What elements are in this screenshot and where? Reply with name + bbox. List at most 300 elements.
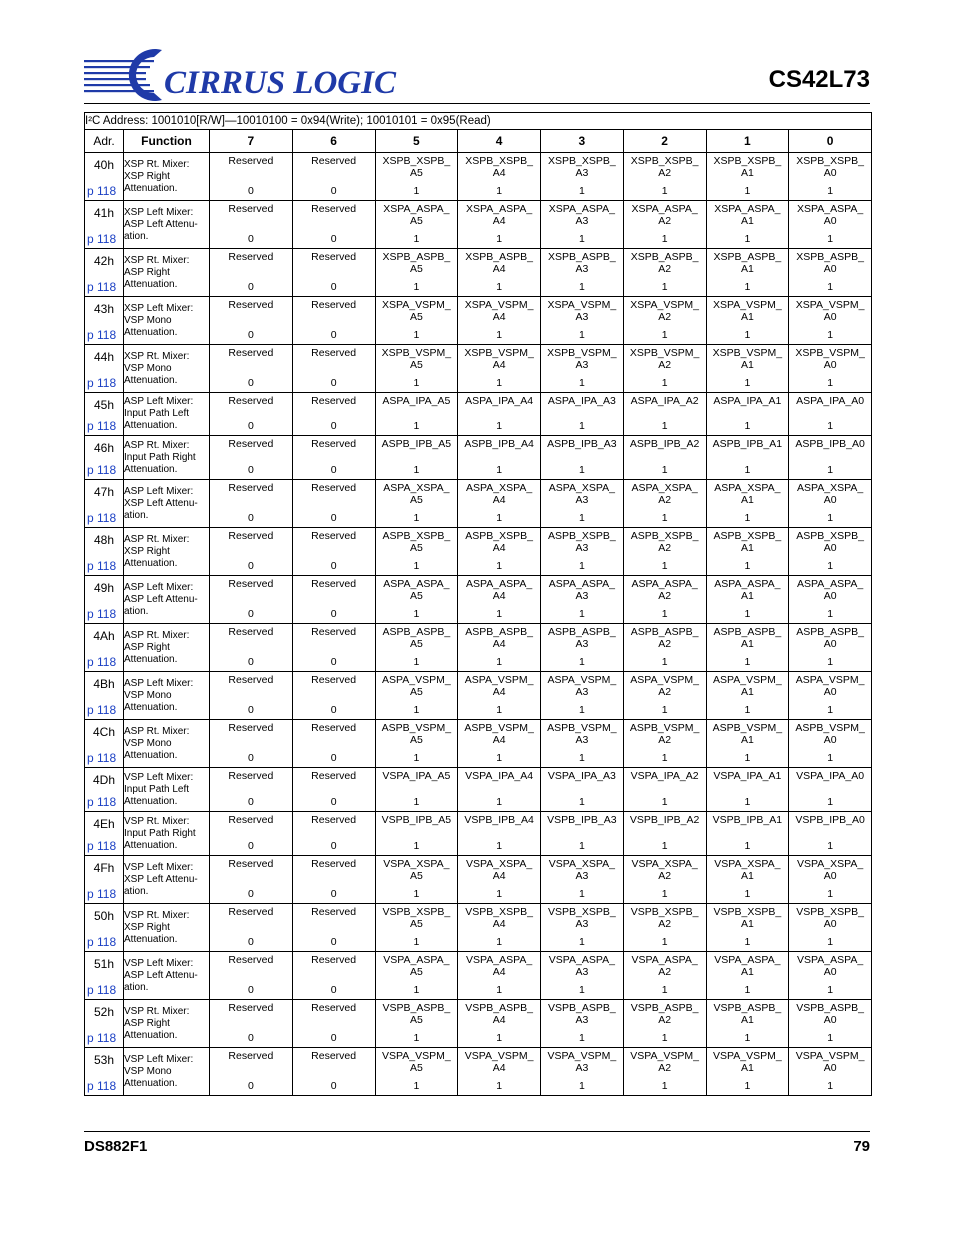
bit-default-value: 1 [744,656,751,668]
bit-field-name: ASPA_XSPA_ A3 [548,482,615,506]
logo-stripe [84,72,146,74]
bit-default-value: 1 [496,984,503,996]
bit-default-value: 0 [247,840,254,852]
bit-default-value: 1 [744,281,751,293]
bit-cell [541,812,624,856]
bit-default-value: 1 [496,656,503,668]
bit-field-name: Reserved [228,674,274,686]
register-row [85,1048,872,1096]
bit-default-value: 0 [330,1080,337,1092]
bit-cell [210,812,293,856]
bit-default-value: 1 [413,377,420,389]
bit-cell [623,720,706,768]
bit-cell [789,436,872,480]
page-reference-link[interactable]: p 118 [87,232,117,246]
page-reference-link[interactable]: p 118 [87,559,117,573]
bit-default-value: 0 [247,512,254,524]
bit-cell [706,720,789,768]
function-line: VSP Left Mixer: [124,771,194,783]
register-function [124,297,210,345]
bit-cell [210,576,293,624]
bit-cell [623,768,706,812]
function-line: ASP Right [124,1017,170,1029]
function-line: ASP Left Mixer: [124,581,194,593]
bit-default-value: 1 [496,329,503,341]
bit-field-name: VSPA_VSPM_ A0 [795,1050,865,1074]
page-number: 79 [853,1138,870,1155]
bit-default-value: 0 [330,329,337,341]
bit-cell [541,672,624,720]
bit-cell [706,480,789,528]
bit-default-value: 1 [413,420,420,432]
page-reference-link[interactable]: p 118 [87,463,117,477]
function-line: ation. [124,230,149,242]
bit-field-name: ASPA_VSPM_ A2 [630,674,699,698]
bit-default-value: 0 [330,1032,337,1044]
bit-cell [292,904,375,952]
bit-field-name: VSPB_ASPB_ A4 [465,1002,533,1026]
bit-default-value: 1 [744,1032,751,1044]
logo-stripe [84,84,150,86]
bit-cell [375,345,458,393]
register-row [85,480,872,528]
register-address-cell [85,480,124,528]
bit-default-value: 1 [578,233,585,245]
bit-field-name: VSPA_XSPA_ A0 [797,858,864,882]
bit-cell [292,812,375,856]
bit-field-name: ASPA_IPA_A1 [713,395,782,407]
bit-default-value: 0 [330,185,337,197]
bit-default-value: 0 [247,377,254,389]
bit-cell [789,768,872,812]
function-line: XSP Right [124,921,170,933]
bit-field-name: Reserved [311,770,357,782]
register-row [85,153,872,201]
register-address-cell [85,672,124,720]
bit-default-value: 1 [827,1080,834,1092]
bit-field-name: VSPA_IPA_A2 [630,770,699,782]
bit-cell [375,1048,458,1096]
bit-default-value: 1 [827,464,834,476]
bit-field-name: XSPB_VSPM_ A0 [795,347,865,371]
function-line: Attenuation. [124,1077,178,1089]
function-line: Attenuation. [124,653,178,665]
bit-field-name: ASPB_VSPM_ A0 [795,722,865,746]
register-row [85,624,872,672]
page-reference-link[interactable]: p 118 [87,376,117,390]
bit-default-value: 1 [578,1080,585,1092]
bit-field-name: ASPA_XSPA_ A2 [631,482,698,506]
bit-field-name: XSPB_VSPM_ A5 [381,347,452,371]
bit-default-value: 1 [827,608,834,620]
bit-default-value: 1 [496,233,503,245]
function-line: ASP Rt. Mixer: [124,533,190,545]
bit-cell [541,1000,624,1048]
bit-cell [541,720,624,768]
register-address: 45h [93,398,115,412]
bit-cell [541,393,624,436]
bit-field-name: Reserved [311,1002,357,1014]
bit-field-name: XSPB_XSPB_ A0 [796,155,864,179]
bit-cell [623,952,706,1000]
register-address-cell [85,856,124,904]
bit-default-value: 0 [330,608,337,620]
bit-cell [210,720,293,768]
page-reference-link[interactable]: p 118 [87,184,117,198]
page-reference-link[interactable]: p 118 [87,419,117,433]
register-row [85,856,872,904]
function-line: XSP Left Mixer: [124,206,194,218]
bit-default-value: 1 [661,888,668,900]
bit-field-name: Reserved [228,770,274,782]
register-function [124,1048,210,1096]
bit-cell [789,720,872,768]
bit-field-name: ASPB_IPB_A0 [795,438,865,450]
bit-cell [706,952,789,1000]
bit-field-name: VSPB_IPB_A3 [547,814,617,826]
bit-field-name: VSPA_IPA_A1 [713,770,782,782]
bit-cell [458,1048,541,1096]
bit-cell [706,856,789,904]
register-address: 53h [93,1053,115,1067]
bit-default-value: 1 [744,840,751,852]
bit-cell [210,528,293,576]
bit-cell [210,768,293,812]
bit-field-name: Reserved [228,155,274,167]
register-address-cell [85,1048,124,1096]
page-reference-link[interactable]: p 118 [87,935,117,949]
register-function [124,624,210,672]
bit-default-value: 1 [578,512,585,524]
bit-field-name: VSPB_ASPB_ A5 [382,1002,451,1026]
bit-cell [789,528,872,576]
bit-default-value: 1 [661,796,668,808]
bit-cell [375,480,458,528]
bit-field-name: ASPB_IPB_A2 [629,438,700,450]
bit-cell [789,1048,872,1096]
bit-default-value: 1 [578,420,585,432]
bit-cell [292,1048,375,1096]
bit-cell [789,904,872,952]
bit-field-name: VSPA_XSPA_ A1 [714,858,781,882]
bit-cell [210,480,293,528]
page-reference-link[interactable]: p 118 [87,655,117,669]
page-reference-link[interactable]: p 118 [87,1031,117,1045]
page-reference-link[interactable]: p 118 [87,839,117,853]
bit-default-value: 1 [578,656,585,668]
logo-wordmark: CIRRUS LOGIC [164,65,396,101]
bit-default-value: 1 [744,752,751,764]
bit-default-value: 0 [247,796,254,808]
bit-field-name: ASPA_VSPM_ A4 [464,674,534,698]
register-address-cell [85,201,124,249]
function-line: XSP Right [124,170,170,182]
bit-default-value: 1 [413,984,420,996]
bit-field-name: XSPA_ASPA_ A3 [548,203,615,227]
bit-cell [541,768,624,812]
bit-cell [292,856,375,904]
bit-default-value: 0 [247,233,254,245]
page-reference-link[interactable]: p 118 [87,887,117,901]
register-address-cell [85,624,124,672]
bit-default-value: 0 [247,704,254,716]
bit-default-value: 0 [247,1032,254,1044]
bit-cell [210,436,293,480]
bit-default-value: 1 [413,840,420,852]
bit-cell [375,624,458,672]
header-rule [84,103,870,104]
bit-field-name: Reserved [311,722,357,734]
bit-field-name: ASPA_VSPM_ A5 [382,674,451,698]
bit-cell [541,952,624,1000]
bit-field-name: ASPA_XSPA_ A1 [714,482,781,506]
col-header-bit: 7 [210,130,293,153]
bit-default-value: 1 [578,936,585,948]
bit-default-value: 1 [413,796,420,808]
bit-cell [623,393,706,436]
col-header-bit: 1 [706,130,789,153]
bit-default-value: 0 [330,984,337,996]
bit-default-value: 1 [661,656,668,668]
bit-default-value: 1 [413,888,420,900]
function-line: VSP Mono [124,1065,172,1077]
bit-cell [458,904,541,952]
bit-cell [541,624,624,672]
register-address-cell [85,1000,124,1048]
bit-cell [623,904,706,952]
function-line: ation. [124,981,149,993]
bit-field-name: ASPB_IPB_A4 [464,438,534,450]
bit-field-name: VSPA_ASPA_ A4 [466,954,533,978]
register-function [124,201,210,249]
bit-field-name: ASPB_VSPM_ A3 [547,722,617,746]
bit-default-value: 1 [661,752,668,764]
bit-field-name: XSPA_VSPM_ A5 [382,299,451,323]
function-line: Attenuation. [124,839,178,851]
bit-field-name: VSPA_ASPA_ A3 [548,954,615,978]
bit-default-value: 1 [578,608,585,620]
bit-default-value: 0 [330,420,337,432]
function-line: ASP Right [124,641,170,653]
bit-default-value: 1 [744,936,751,948]
bit-field-name: XSPA_ASPA_ A4 [466,203,533,227]
bit-cell [706,768,789,812]
function-line: ASP Left Mixer: [124,396,194,407]
bit-field-name: ASPB_ASPB_ A3 [548,626,616,650]
bit-default-value: 1 [496,840,503,852]
bit-field-name: XSPB_ASPB_ A3 [548,251,616,275]
bit-field-name: ASPA_VSPM_ A1 [713,674,782,698]
bit-field-name: ASPB_ASPB_ A2 [630,626,699,650]
page-reference-link[interactable]: p 118 [87,280,117,294]
page-reference-link[interactable]: p 118 [87,703,117,717]
register-address: 44h [93,350,115,364]
bit-field-name: XSPA_VSPM_ A2 [630,299,699,323]
bit-cell [458,576,541,624]
bit-default-value: 0 [247,936,254,948]
bit-default-value: 1 [661,377,668,389]
bit-cell [789,624,872,672]
register-row [85,768,872,812]
bit-default-value: 1 [496,1032,503,1044]
bit-field-name: ASPB_VSPM_ A1 [712,722,783,746]
bit-cell [541,297,624,345]
bit-default-value: 1 [413,281,420,293]
page-reference-link[interactable]: p 118 [87,328,117,342]
bit-cell [706,624,789,672]
bit-default-value: 1 [744,984,751,996]
bit-field-name: VSPB_IPB_A2 [629,814,700,826]
bit-default-value: 1 [827,984,834,996]
bit-field-name: Reserved [311,251,357,263]
bit-default-value: 0 [330,796,337,808]
bit-cell [210,345,293,393]
register-address: 4Ch [92,725,115,739]
bit-field-name: XSPA_VSPM_ A1 [713,299,782,323]
bit-field-name: VSPB_ASPB_ A1 [713,1002,782,1026]
bit-cell [789,576,872,624]
bit-default-value: 1 [496,752,503,764]
register-row [85,436,872,480]
bit-default-value: 1 [578,752,585,764]
bit-cell [623,153,706,201]
register-function [124,856,210,904]
bit-field-name: XSPB_XSPB_ A1 [713,155,782,179]
bit-field-name: XSPB_VSPM_ A1 [712,347,783,371]
bit-cell [541,249,624,297]
bit-cell [458,1000,541,1048]
bit-default-value: 1 [661,281,668,293]
part-number: CS42L73 [768,66,870,93]
bit-cell [458,393,541,436]
bit-cell [623,576,706,624]
bit-cell [541,528,624,576]
bit-field-name: ASPB_XSPB_ A0 [796,530,864,554]
bit-field-name: XSPA_VSPM_ A0 [795,299,865,323]
register-address: 40h [93,158,115,172]
col-header-function: Function [124,130,210,153]
page-reference-link[interactable]: p 118 [87,607,117,621]
bit-default-value: 1 [744,560,751,572]
bit-cell [789,952,872,1000]
bit-field-name: Reserved [228,203,274,215]
bit-default-value: 1 [578,704,585,716]
bit-field-name: VSPA_ASPA_ A5 [383,954,450,978]
bit-default-value: 1 [413,512,420,524]
bit-cell [375,393,458,436]
bit-field-name: XSPA_ASPA_ A1 [714,203,781,227]
bit-default-value: 1 [744,464,751,476]
bit-cell [210,393,293,436]
register-row [85,812,872,856]
register-address-cell [85,952,124,1000]
bit-field-name: XSPA_ASPA_ A0 [797,203,864,227]
register-function [124,768,210,812]
bit-cell [623,1048,706,1096]
bit-cell [541,201,624,249]
page-reference-link[interactable]: p 118 [87,795,117,809]
bit-field-name: VSPB_ASPB_ A0 [796,1002,864,1026]
register-address: 48h [93,533,115,547]
bit-default-value: 1 [578,377,585,389]
bit-default-value: 0 [330,512,337,524]
register-address: 4Bh [93,677,115,691]
bit-field-name: ASPB_ASPB_ A5 [382,626,451,650]
function-line: Attenuation. [124,326,178,338]
bit-field-name: Reserved [228,578,274,590]
bit-cell [458,345,541,393]
register-address: 4Eh [93,817,115,831]
register-address-cell [85,393,124,436]
register-function [124,249,210,297]
bit-field-name: VSPB_ASPB_ A3 [548,1002,616,1026]
bit-default-value: 1 [578,984,585,996]
bit-field-name: ASPB_VSPM_ A2 [629,722,700,746]
function-line: ASP Right [124,266,170,278]
bit-cell [292,249,375,297]
page-reference-link[interactable]: p 118 [87,1079,117,1093]
function-line: Attenuation. [124,749,178,761]
bit-field-name: ASPA_XSPA_ A0 [797,482,864,506]
register-address: 4Dh [92,773,115,787]
bit-cell [210,856,293,904]
bit-default-value: 0 [330,752,337,764]
function-line: Attenuation. [124,795,178,807]
bit-field-name: VSPA_XSPA_ A2 [631,858,698,882]
bit-cell [210,201,293,249]
register-function [124,1000,210,1048]
function-line: VSP Mono [124,362,172,374]
page-reference-link[interactable]: p 118 [87,751,117,765]
bit-cell [623,297,706,345]
bit-default-value: 1 [827,1032,834,1044]
bit-default-value: 1 [496,512,503,524]
page-reference-link[interactable]: p 118 [87,983,117,997]
bit-default-value: 1 [578,464,585,476]
bit-cell [706,812,789,856]
col-header-bit: 6 [292,130,375,153]
bit-field-name: ASPB_ASPB_ A1 [713,626,782,650]
bit-field-name: VSPB_XSPB_ A0 [796,906,864,930]
bit-cell [292,480,375,528]
page-reference-link[interactable]: p 118 [87,511,117,525]
bit-default-value: 1 [578,329,585,341]
bit-field-name: ASPA_ASPA_ A2 [631,578,698,602]
register-row [85,297,872,345]
bit-default-value: 1 [744,377,751,389]
bit-field-name: VSPA_IPA_A0 [796,770,865,782]
doc-id: DS882F1 [84,1138,148,1155]
register-row [85,576,872,624]
bit-field-name: VSPA_VSPM_ A4 [464,1050,534,1074]
bit-default-value: 1 [827,656,834,668]
bit-field-name: XSPB_VSPM_ A3 [547,347,617,371]
bit-field-name: ASPA_IPA_A5 [382,395,451,407]
register-row [85,528,872,576]
bit-default-value: 0 [330,936,337,948]
bit-field-name: VSPA_IPA_A5 [382,770,451,782]
bit-default-value: 1 [496,888,503,900]
bit-default-value: 1 [496,560,503,572]
bit-field-name: ASPB_XSPB_ A3 [548,530,616,554]
bit-field-name: ASPA_XSPA_ A5 [383,482,450,506]
register-address: 49h [93,581,115,595]
bit-cell [706,528,789,576]
function-line: ASP Rt. Mixer: [124,439,190,451]
bit-default-value: 1 [661,420,668,432]
register-row [85,201,872,249]
bit-field-name: VSPA_XSPA_ A3 [548,858,615,882]
